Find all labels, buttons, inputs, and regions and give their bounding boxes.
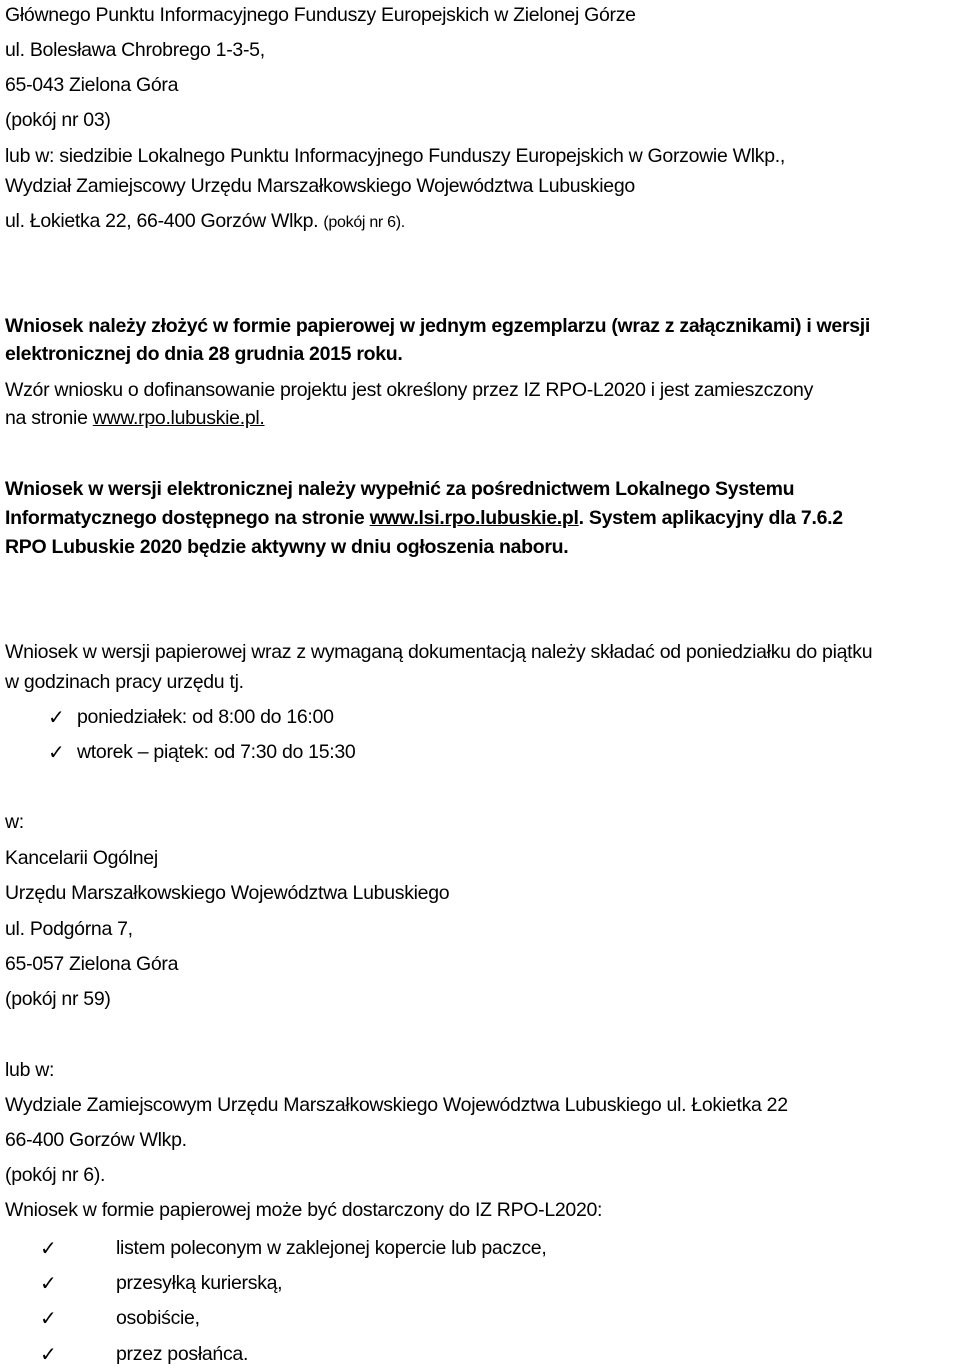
deadline-line-2: elektronicznej do dnia 28 grudnia 2015 roku. bbox=[5, 343, 403, 365]
check-icon: ✓ bbox=[40, 1236, 57, 1260]
lsi-website-link[interactable]: www.lsi.rpo.lubuskie.pl bbox=[369, 507, 579, 529]
branch-line-2: 66-400 Gorzów Wlkp. bbox=[5, 1129, 187, 1151]
check-icon: ✓ bbox=[40, 1306, 57, 1330]
paper-hours-line-1: Wniosek w wersji papierowej wraz z wymaganą dokumentacją należy składać od poniedziałku do piątku bbox=[5, 641, 873, 663]
address-line-3: 65-043 Zielona Góra bbox=[5, 74, 179, 96]
address-line-1: Głównego Punktu Informacyjnego Funduszy Europejskich w Zielonej Górze bbox=[5, 4, 636, 26]
delivery-item-text: osobiście, bbox=[116, 1307, 200, 1329]
address-line-4: (pokój nr 03) bbox=[5, 109, 111, 131]
delivery-intro: Wniosek w formie papierowej może być dostarczony do IZ RPO-L2020: bbox=[5, 1199, 603, 1221]
template-line-1: Wzór wniosku o dofinansowanie projektu jest określony przez IZ RPO-L2020 i jest zamieszczony bbox=[5, 379, 814, 401]
check-icon: ✓ bbox=[48, 740, 65, 764]
office-line-3: ul. Podgórna 7, bbox=[5, 918, 133, 940]
template-line-2 bbox=[5, 405, 265, 431]
paper-hours-line-2: w godzinach pracy urzędu tj. bbox=[5, 671, 244, 693]
electronic-line-2 bbox=[5, 505, 843, 531]
hours-item-text: wtorek – piątek: od 7:30 do 15:30 bbox=[77, 741, 356, 763]
electronic-line-2-prefix: Informatycznego dostępnego na stronie bbox=[5, 507, 370, 529]
delivery-item-text: przesyłką kurierską, bbox=[116, 1272, 283, 1294]
address-line-2: ul. Bolesława Chrobrego 1-3-5, bbox=[5, 39, 265, 61]
delivery-item-text: przez posłańca. bbox=[116, 1343, 249, 1365]
branch-line-1: Wydziale Zamiejscowym Urzędu Marszałkowskiego Województwa Lubuskiego ul. Łokietka 22 bbox=[5, 1094, 788, 1116]
delivery-item-text: listem poleconym w zaklejonej kopercie lub paczce, bbox=[116, 1237, 547, 1259]
w-label: w: bbox=[5, 811, 24, 833]
deadline-line-1: Wniosek należy złożyć w formie papierowej w jednym egzemplarzu (wraz z załącznikami) i wersji bbox=[5, 315, 871, 337]
hours-item-text: poniedziałek: od 8:00 do 16:00 bbox=[77, 706, 334, 728]
electronic-line-1: Wniosek w wersji elektronicznej należy wypełnić za pośrednictwem Lokalnego Systemu bbox=[5, 478, 795, 500]
address-line-6: Wydział Zamiejscowy Urzędu Marszałkowskiego Województwa Lubuskiego bbox=[5, 175, 635, 197]
lub-label: lub w: bbox=[5, 1059, 55, 1081]
check-icon: ✓ bbox=[40, 1271, 57, 1295]
template-line-2-prefix: na stronie bbox=[5, 407, 93, 429]
check-icon: ✓ bbox=[48, 705, 65, 729]
address-line-7-main: ul. Łokietka 22, 66-400 Gorzów Wlkp. bbox=[5, 210, 319, 232]
branch-line-3: (pokój nr 6). bbox=[5, 1164, 106, 1186]
office-line-1: Kancelarii Ogólnej bbox=[5, 847, 158, 869]
rpo-website-link[interactable]: www.rpo.lubuskie.pl. bbox=[92, 407, 265, 429]
electronic-line-3: RPO Lubuskie 2020 będzie aktywny w dniu ogłoszenia naboru. bbox=[5, 536, 569, 558]
check-icon: ✓ bbox=[40, 1342, 57, 1366]
address-line-7 bbox=[5, 208, 405, 236]
office-line-2: Urzędu Marszałkowskiego Województwa Lubuskiego bbox=[5, 882, 450, 904]
office-line-5: (pokój nr 59) bbox=[5, 988, 111, 1010]
address-line-7-room: (pokój nr 6). bbox=[323, 214, 405, 231]
office-line-4: 65-057 Zielona Góra bbox=[5, 953, 179, 975]
electronic-line-2-suffix: . System aplikacyjny dla 7.6.2 bbox=[578, 507, 843, 529]
address-line-5: lub w: siedzibie Lokalnego Punktu Informacyjnego Funduszy Europejskich w Gorzowie Wlkp., bbox=[5, 145, 785, 167]
